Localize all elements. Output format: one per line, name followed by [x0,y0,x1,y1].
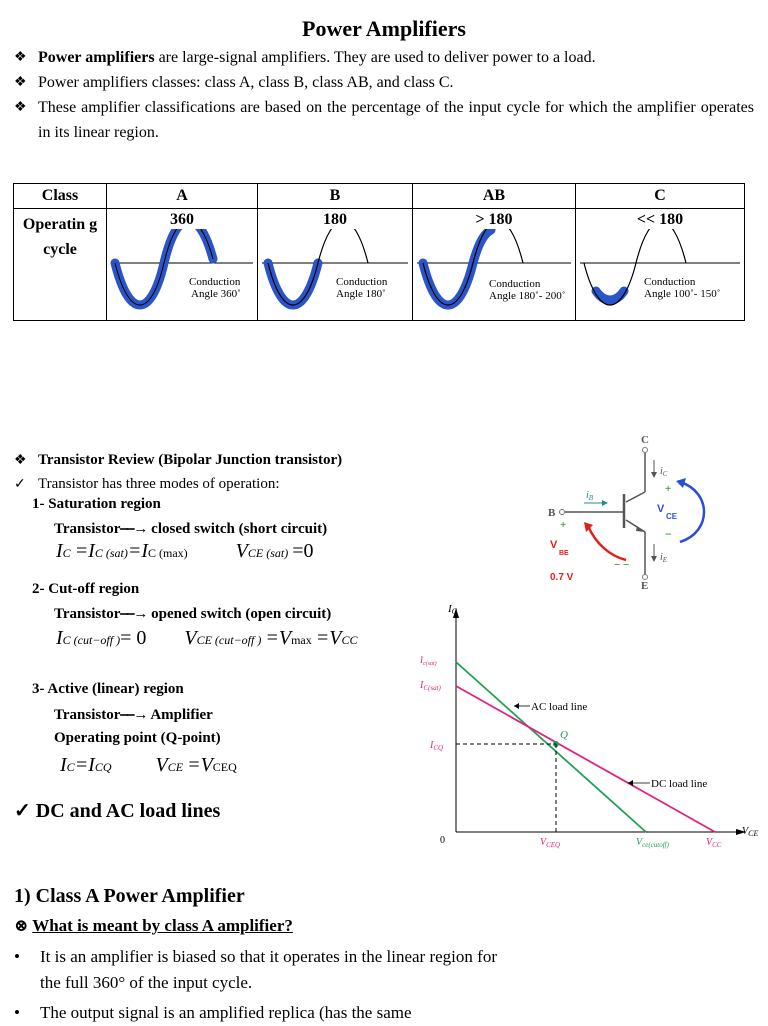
cycle-value: 180 [323,211,347,228]
transistor-word: Transistor [54,606,121,622]
amplifier-class-table [13,183,745,321]
saturation-desc: Transistor⎯⎯→ closed switch (short circuit) [54,521,328,537]
q-point-label: Q [560,729,568,741]
heading-text: DC and AC load lines [35,800,221,822]
table-header: C [576,184,745,209]
saturation-title: 1- Saturation region [32,496,161,512]
transistor-word: Transistor [54,707,121,723]
svg-text:Vce(cutoff): $V_{ce(cutoff)}$ [636,837,669,849]
class-c-cell [576,209,745,321]
minus-sign: − [665,527,672,541]
question-text: What is meant by class A amplifier? [32,916,293,935]
plus-sign: + [560,519,567,531]
circled-times-icon: ⊗ [14,916,29,935]
bullet-text: The output signal is an amplified replica (has the same [40,1003,412,1022]
emitter-label: E [641,580,649,592]
bullet-dot-icon: • [14,947,20,966]
active-desc: Transistor⎯⎯→ Amplifier [54,707,213,723]
page-title: Power Amplifiers [302,16,466,41]
table-header: B [258,184,413,209]
diamond-bullet-icon: ❖ [14,75,27,90]
table-header: AB [413,184,576,209]
class-ab-waveform [413,229,575,315]
class-b-waveform [258,229,412,315]
saturation-equation: IC =IC (sat)=IC (max) VCE (sat) =0 [56,540,314,562]
svg-text:CE: CE [666,512,678,521]
section-heading: Transistor Review (Bipolar Junction transistor) [38,452,343,468]
intro-text: Power amplifiers classes: class A, class B, class AB, and class C. [38,74,454,91]
svg-text:IC: IC [448,603,458,616]
caption-line-1: Conduction [189,276,241,288]
cycle-value: << 180 [636,211,684,228]
caption-line-2: Angle 360˚ [191,288,241,300]
qpoint-label: Operating point (Q-point) [54,730,221,746]
table-header: A [107,184,258,209]
svg-text:V: V [657,503,665,515]
bullet-dot-icon: • [14,1003,20,1022]
svg-text:iE: $i_E$ [660,552,668,564]
caption-line-1: Conduction [489,278,541,290]
active-title: 3- Active (linear) region [32,681,184,697]
diamond-bullet-icon: ❖ [14,50,27,65]
bjt-diagram [530,432,730,592]
cycle-value: > 180 [475,211,513,228]
dc-load-line-label: DC load line [651,778,708,790]
bullet-text: It is an amplifier is biased so that it operates in the linear region for the full 360° of the input cycle. [40,947,497,992]
ac-load-line-label: AC load line [531,701,588,713]
svg-text:V: V [550,539,558,551]
caption-line-1: Conduction [336,276,388,288]
cutoff-desc: Transistor⎯⎯→ opened switch (open circuit) [54,606,332,622]
desc-text: Amplifier [150,707,213,723]
svg-text:Ic(sat): $I_{c(sat)}$ [420,655,437,667]
class-c-waveform [576,229,744,315]
svg-text:VCE: $V_{CE}$ [742,826,759,838]
collector-label: C [641,434,649,446]
svg-text:iC: $i_C$ [660,466,668,478]
row-label: Operatin g cycle [22,216,98,258]
caption-line-2: Angle 180˚ [336,288,386,300]
svg-text:BE: BE [559,550,569,557]
vbe-value: 0.7 V [550,572,574,583]
load-line-graph [410,600,765,855]
modes-text: Transistor has three modes of operation: [38,476,280,492]
svg-text:VCC: $V_{CC}$ [706,837,722,849]
graph-origin: 0 [440,835,445,846]
caption-line-1: Conduction [644,276,696,288]
diamond-bullet-icon: ❖ [14,453,27,468]
transistor-word: Transistor [54,521,121,537]
caption-line-2: Angle 100˚- 150˚ [644,288,721,300]
active-equation: IC=ICQ VCE =VCEQ [60,754,237,776]
desc-text: closed switch (short circuit) [151,521,328,537]
load-lines-heading [14,798,220,823]
svg-text:iB: $i_B$ [586,490,594,502]
diamond-bullet-icon: ❖ [14,100,27,115]
desc-text: opened switch (open circuit) [151,606,332,622]
intro-bullet-1 [14,45,754,70]
class-b-cell [258,209,413,321]
base-label: B [548,507,556,519]
cutoff-equation: IC (cut−off )= 0 VCE (cut−off ) =Vmax =VCC [56,627,358,649]
class-a-question [14,916,293,936]
cycle-value: 360 [170,211,194,228]
class-a-cell [107,209,258,321]
cutoff-title: 2- Cut-off region [32,581,140,597]
svg-text:IC(sat): $I_{C(sat)}$ [420,680,441,692]
class-a-waveform [107,229,257,315]
check-icon: ✓ [14,800,31,822]
table-header: Class [14,184,107,209]
svg-text:VCEQ: $V_{CEQ}$ [540,837,561,849]
check-icon: ✓ [14,477,26,492]
class-a-heading: 1) Class A Power Amplifier [14,885,245,907]
svg-text:− −: − − [614,559,630,571]
intro-text: are large-signal amplifiers. They are used to deliver power to a load. [154,49,596,66]
intro-bullet-2 [14,70,754,95]
svg-text:ICQ: $I_{CQ}$ [430,740,444,752]
class-a-bullet-1 [14,944,514,996]
class-a-bullet-2 [14,1000,514,1026]
intro-lead: Power amplifiers [38,49,155,66]
intro-text: These amplifier classifications are based on the percentage of the input cycle for which the amplifier operates in its linear region. [38,99,754,141]
plus-sign: + [665,483,672,495]
class-ab-cell [413,209,576,321]
caption-line-2: Angle 180˚- 200˚ [489,290,566,302]
intro-bullet-3 [14,95,754,145]
